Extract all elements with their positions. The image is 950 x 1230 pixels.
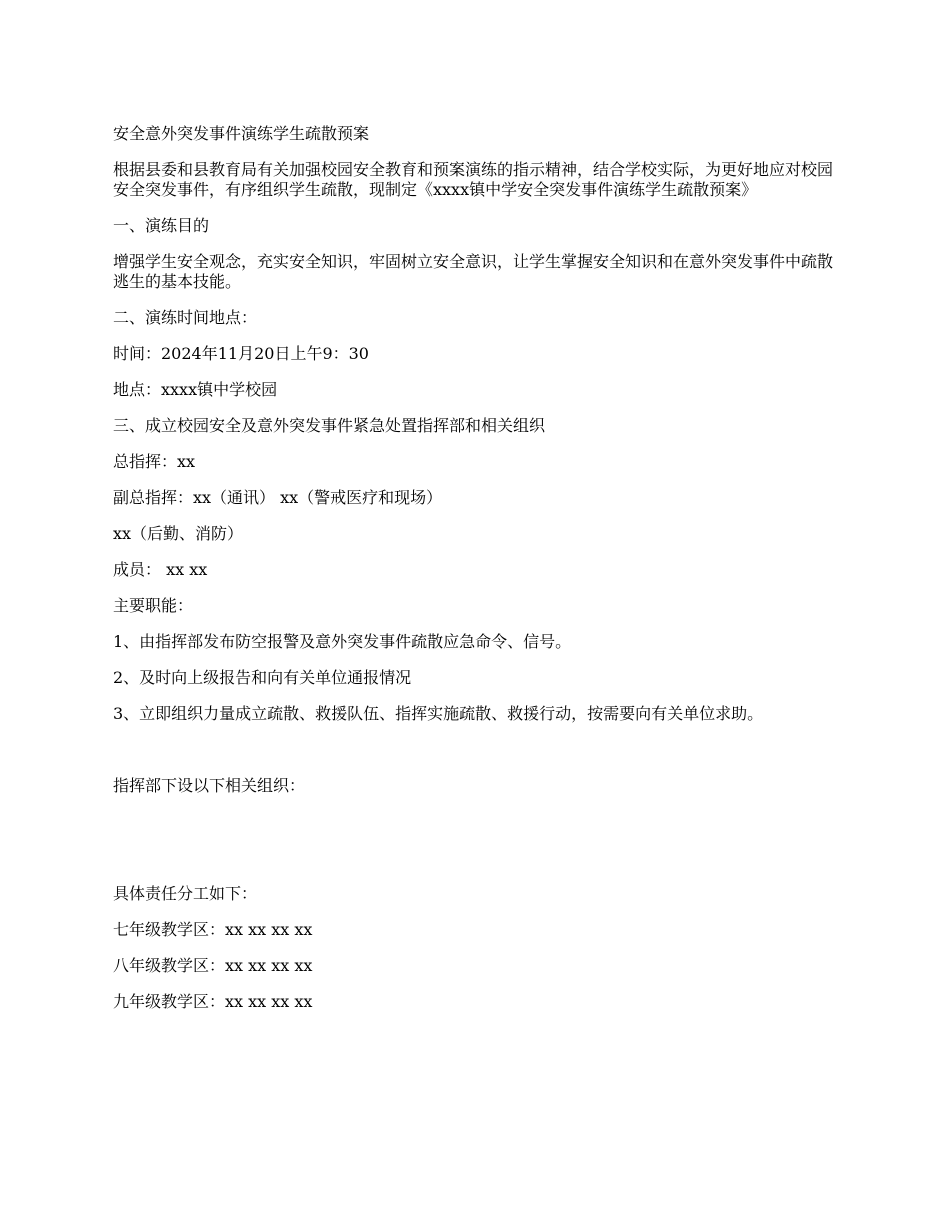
org-heading: 指挥部下设以下相关组织： bbox=[113, 776, 306, 795]
section-2-heading: 二、演练时间地点： bbox=[113, 308, 258, 327]
duty-item-2: 2、及时向上级报告和向有关单位通报情况 bbox=[113, 668, 412, 687]
members: 成员： xx xx bbox=[113, 560, 208, 579]
duties-heading: 主要职能： bbox=[113, 596, 194, 615]
deputy-commander: 副总指挥：xx（通讯） xx（警戒医疗和现场） bbox=[113, 488, 443, 507]
section-1-heading: 一、演练目的 bbox=[113, 216, 210, 235]
duty-item-3: 3、立即组织力量成立疏散、救援队伍、指挥实施疏散、救援行动，按需要向有关单位求助。 bbox=[113, 704, 764, 723]
division-heading: 具体责任分工如下： bbox=[113, 884, 258, 903]
grade-9-area: 九年级教学区：xx xx xx xx bbox=[113, 992, 313, 1011]
grade-8-area: 八年级教学区：xx xx xx xx bbox=[113, 956, 313, 975]
drill-time: 时间：2024年11月20日上午9：30 bbox=[113, 344, 369, 363]
section-1-body: 增强学生安全观念，充实安全知识，牢固树立安全意识，让学生掌握安全知识和在意外突发事件中疏散逃生的基本技能。 bbox=[113, 252, 834, 291]
document-title: 安全意外突发事件演练学生疏散预案 bbox=[113, 124, 370, 143]
drill-place: 地点：xxxx镇中学校园 bbox=[113, 380, 278, 399]
grade-7-area: 七年级教学区：xx xx xx xx bbox=[113, 920, 313, 939]
duty-item-1: 1、由指挥部发布防空报警及意外突发事件疏散应急命令、信号。 bbox=[113, 632, 572, 651]
commander: 总指挥：xx bbox=[113, 452, 196, 471]
deputy-commander-cont: xx（后勤、消防） bbox=[113, 524, 244, 543]
document-body bbox=[113, 124, 840, 1028]
intro-paragraph: 根据县委和县教育局有关加强校园安全教育和预案演练的指示精神，结合学校实际，为更好地应对校园安全突发事件，有序组织学生疏散，现制定《xxxx镇中学安全突发事件演练学生疏散预案》 bbox=[113, 160, 834, 199]
section-3-heading: 三、成立校园安全及意外突发事件紧急处置指挥部和相关组织 bbox=[113, 416, 546, 435]
